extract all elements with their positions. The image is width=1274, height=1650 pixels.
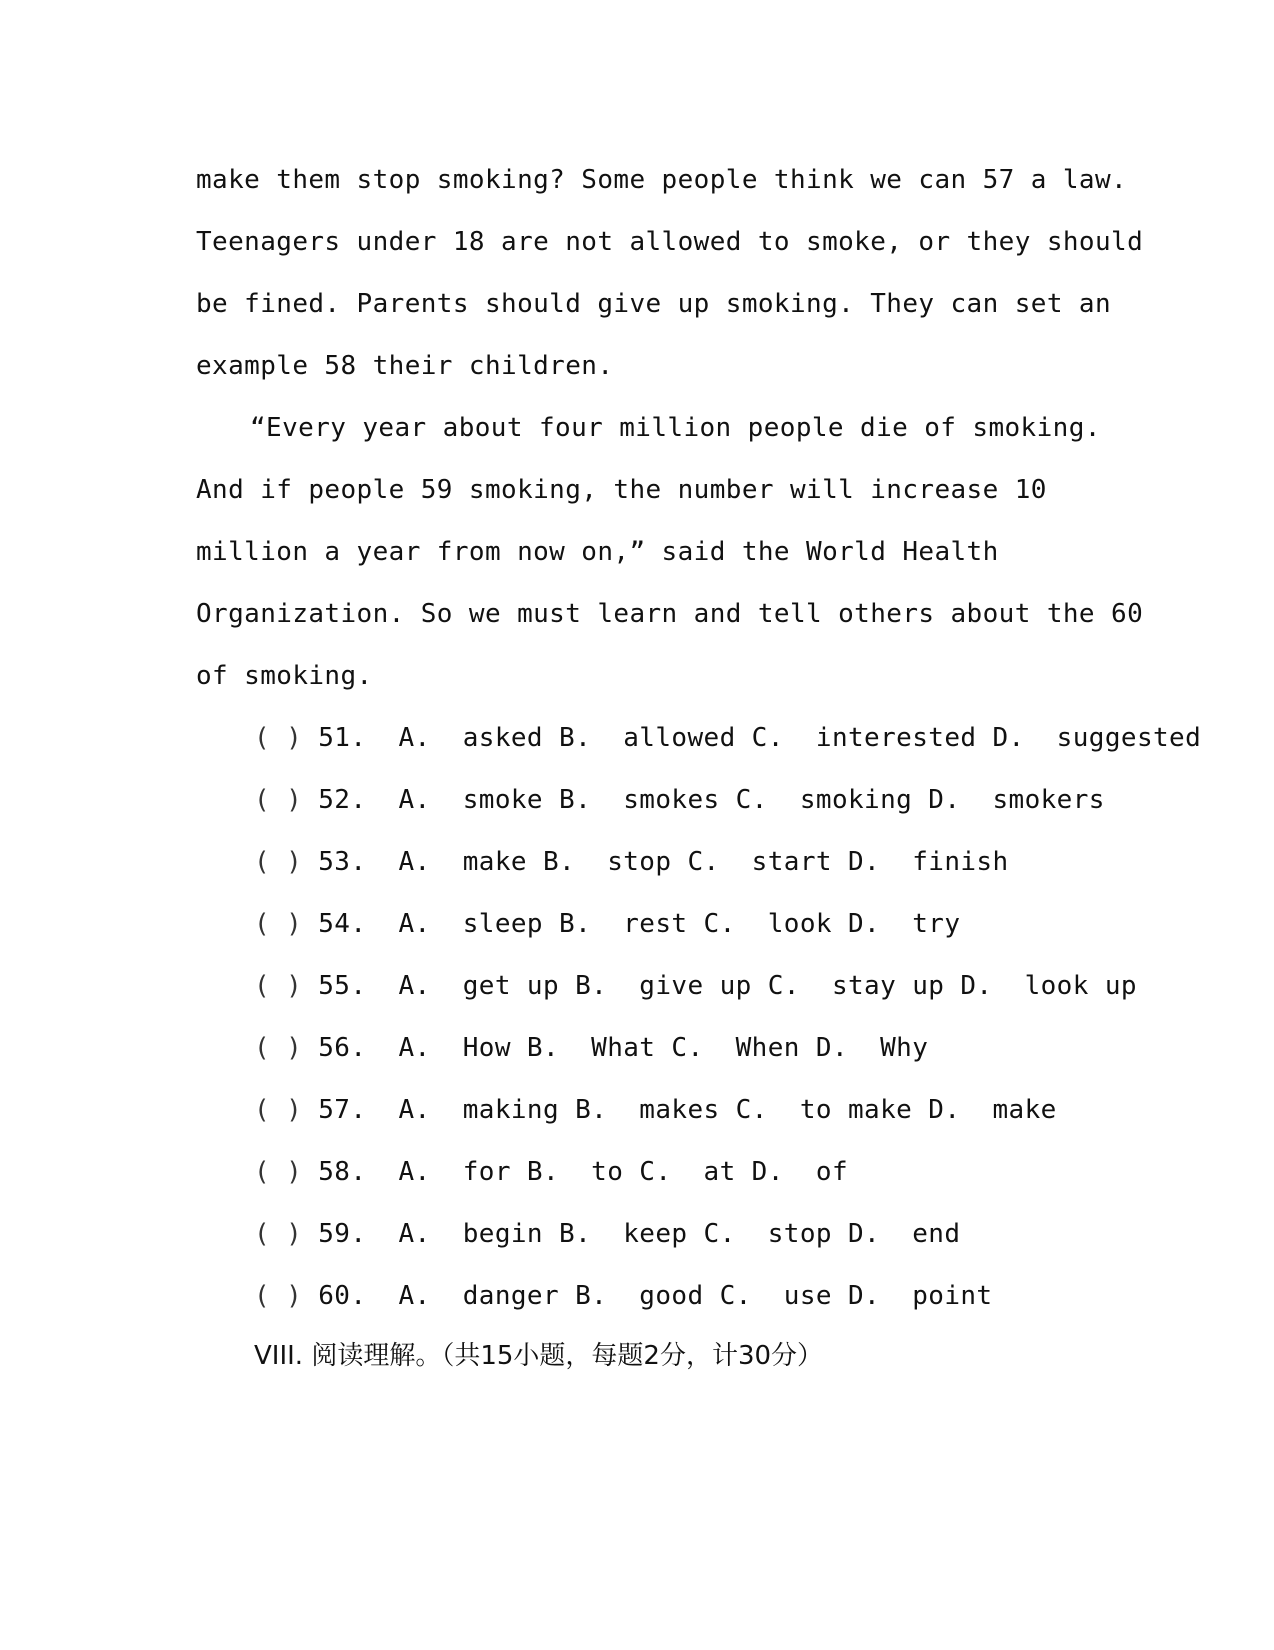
question-row (254, 846, 1009, 878)
answer-blank: ( ) (254, 723, 303, 753)
passage-line: be fined. Parents should give up smoking. They can set an (196, 289, 1112, 319)
question-text: 60. A. danger B. good C. use D. point (318, 1281, 993, 1311)
question-row (254, 1094, 1057, 1126)
question-row (254, 1156, 848, 1188)
question-row (254, 908, 960, 940)
passage-line: million a year from now on,” said the World Health (196, 537, 999, 567)
passage-line: of smoking. (196, 661, 373, 691)
passage-line: “Every year about four million people die of smoking. (250, 413, 1101, 443)
question-row (254, 1280, 992, 1312)
question-row (254, 1218, 960, 1250)
question-text: 54. A. sleep B. rest C. look D. try (318, 909, 961, 939)
question-text: 57. A. making B. makes C. to make D. make (318, 1095, 1057, 1125)
question-row (254, 784, 1105, 816)
answer-blank: ( ) (254, 971, 303, 1001)
answer-blank: ( ) (254, 847, 303, 877)
answer-blank: ( ) (254, 785, 303, 815)
passage-line: Teenagers under 18 are not allowed to smoke, or they should (196, 227, 1144, 257)
answer-blank: ( ) (254, 1033, 303, 1063)
question-text: 52. A. smoke B. smokes C. smoking D. smokers (318, 785, 1105, 815)
answer-blank: ( ) (254, 909, 303, 939)
answer-blank: ( ) (254, 1095, 303, 1125)
question-text: 55. A. get up B. give up C. stay up D. look up (318, 971, 1137, 1001)
question-row (254, 1032, 928, 1064)
answer-blank: ( ) (254, 1219, 303, 1249)
section-heading: VIII. 阅读理解。（共15小题，每题2分，计30分） (254, 1341, 824, 1371)
question-text: 51. A. asked B. allowed C. interested D. suggested (318, 723, 1202, 753)
passage-line: And if people 59 smoking, the number will increase 10 (196, 475, 1047, 505)
question-text: 58. A. for B. to C. at D. of (318, 1157, 848, 1187)
question-text: 59. A. begin B. keep C. stop D. end (318, 1219, 961, 1249)
question-row (254, 970, 1137, 1002)
question-text: 53. A. make B. stop C. start D. finish (318, 847, 1009, 877)
passage-line: example 58 their children. (196, 351, 614, 381)
question-row (254, 722, 1201, 754)
answer-blank: ( ) (254, 1281, 303, 1311)
passage-line: make them stop smoking? Some people think we can 57 a law. (196, 165, 1128, 195)
passage-line: Organization. So we must learn and tell others about the 60 (196, 599, 1144, 629)
answer-blank: ( ) (254, 1157, 303, 1187)
question-text: 56. A. How B. What C. When D. Why (318, 1033, 929, 1063)
